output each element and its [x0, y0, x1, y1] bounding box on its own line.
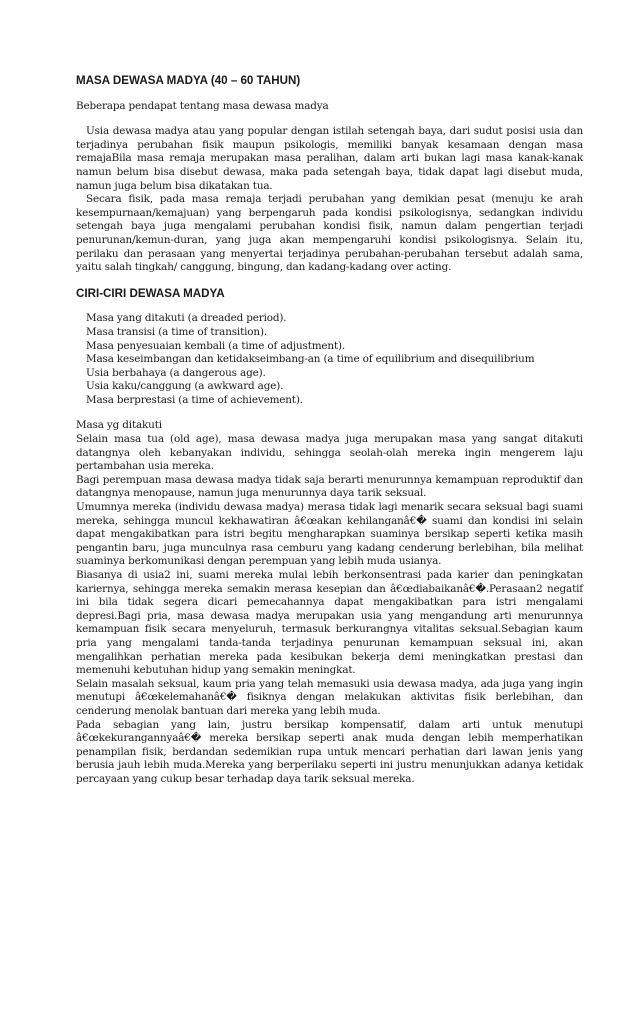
body-paragraph: Selain masalah seksual, kaum pria yang telah memasuki usia dewasa madya, ada juga yang ingin menutupi â€œkelemahanâ€� fisiknya dengan melakukan aktivitas fisik berlebihan, dan cenderung menolak bantuan dari mereka yang lebih muda. [76, 677, 583, 717]
ciri-list [76, 312, 583, 407]
document-page [76, 74, 583, 787]
list-item: Masa transisi (a time of transition). [86, 325, 268, 338]
list-item: Masa penyesuaian kembali (a time of adjustment). [86, 339, 346, 352]
list-item: Masa yang ditakuti (a dreaded period). [86, 312, 287, 325]
intro-paragraph: Secara fisik, pada masa remaja terjadi perubahan yang demikian pesat (menuju ke arah kesempurnaan/kemajuan) yang berpengaruh pada kondisi psikologisnya, sedangkan individu setengah baya juga mengalami perubahan kondisi fisik, namun dalam pengertian terjadi penurunan/kemun-duran, yang juga akan mempengaruhi kondisi psikologisnya. Selain itu, perilaku dan perasaan yang menyertai terjadinya perubahan-perubahan tersebut adalah sama, yaitu salah tingkah/ canggung, bingung, dan kadang-kadang over acting. [76, 193, 583, 274]
section-title-ciri: CIRI-CIRI DEWASA MADYA [76, 286, 225, 300]
spacer [76, 407, 583, 419]
body-paragraph: Selain masa tua (old age), masa dewasa madya juga merupakan masa yang sangat ditakuti datangnya oleh kebanyakan individu, sehingga seolah-olah mereka ingin mengerem laju pertambahan usia mereka. [76, 433, 583, 473]
body-paragraph: Bagi perempuan masa dewasa madya tidak saja berarti menurunnya kemampuan reproduktif dan datangnya menopause, namun juga menurunnya daya tarik seksual. [76, 473, 583, 500]
document-subtitle: Beberapa pendapat tentang masa dewasa madya [76, 99, 329, 112]
list-item: Usia berbahaya (a dangerous age). [86, 366, 266, 379]
spacer [76, 275, 583, 287]
body-paragraph: Biasanya di usia2 ini, suami mereka mulai lebih berkonsentrasi pada karier dan peningkatan kariernya, sehingga mereka semakin merasa kesepian dan â€œdiabaikanâ€�.Perasaan2 negatif ini bila tidak segera dicari pemecahannya dapat mengakibatkan para istri mengalami depresi.Bagi pria, masa dewasa madya merupakan usia yang mengandung arti menurunnya kemampuan fisik secara menyeluruh, termasuk berkurangnya vitalitas seksual.Sebagian kaum pria yang mengalami tanda-tanda terjadinya penurunan kemampuan seksual ini, akan mengalihkan perhatian mereka pada kesibukan bekerja demi meningkatkan prestasi dan memenuhi kebutuhan hidup yang semakin meningkat. [76, 569, 583, 677]
intro-paragraph: Usia dewasa madya atau yang popular dengan istilah setengah baya, dari sudut posisi usia dan terjadinya perubahan fisik maupun psikologis, memiliki banyak kesamaan dengan masa remajaBila masa remaja merupakan masa peralihan, dalam arti bukan lagi masa kanak-kanak namun belum bisa disebut dewasa, maka pada setengah baya, tidak dapat lagi disebut muda, namun juga belum bisa dikatakan tua. [76, 125, 583, 192]
list-item: Masa keseimbangan dan ketidakseimbang-an (a time of equilibrium and disequilibrium [86, 353, 535, 366]
list-item: Usia kaku/canggung (a awkward age). [86, 380, 284, 393]
document-title: MASA DEWASA MADYA (40 – 60 TAHUN) [76, 74, 301, 87]
list-item: Masa berprestasi (a time of achievement). [86, 393, 303, 406]
body-paragraph: Umumnya mereka (individu dewasa madya) merasa tidak lagi menarik secara seksual bagi suami mereka, sehingga muncul kekhawatiran â€œakan kehilanganâ€� suami dan kondisi ini selain dapat mengakibatkan para istri begitu mengharapkan suaminya bersikap seperti ketika masih pengantin baru, juga munculnya rasa cemburu yang kadang cenderung berlebihan, bila melihat suaminya berkomunikasi dengan perempuan yang lebih muda usianya. [76, 501, 583, 568]
body-paragraph: Pada sebagian yang lain, justru bersikap kompensatif, dalam arti untuk menutupi â€œkekurangannyaâ€� mereka bersikap seperti anak muda dengan lebih memperhatikan penampilan fisik, berdandan sedemikian rupa untuk mencari perhatian dari lawan jenis yang berusia jauh lebih muda.Mereka yang berperilaku seperti ini justru menunjukkan adanya ketidak percayaan yang cukup besar terhadap daya tarik seksual mereka. [76, 718, 583, 785]
subsection-label: Masa yg ditakuti [76, 419, 162, 432]
